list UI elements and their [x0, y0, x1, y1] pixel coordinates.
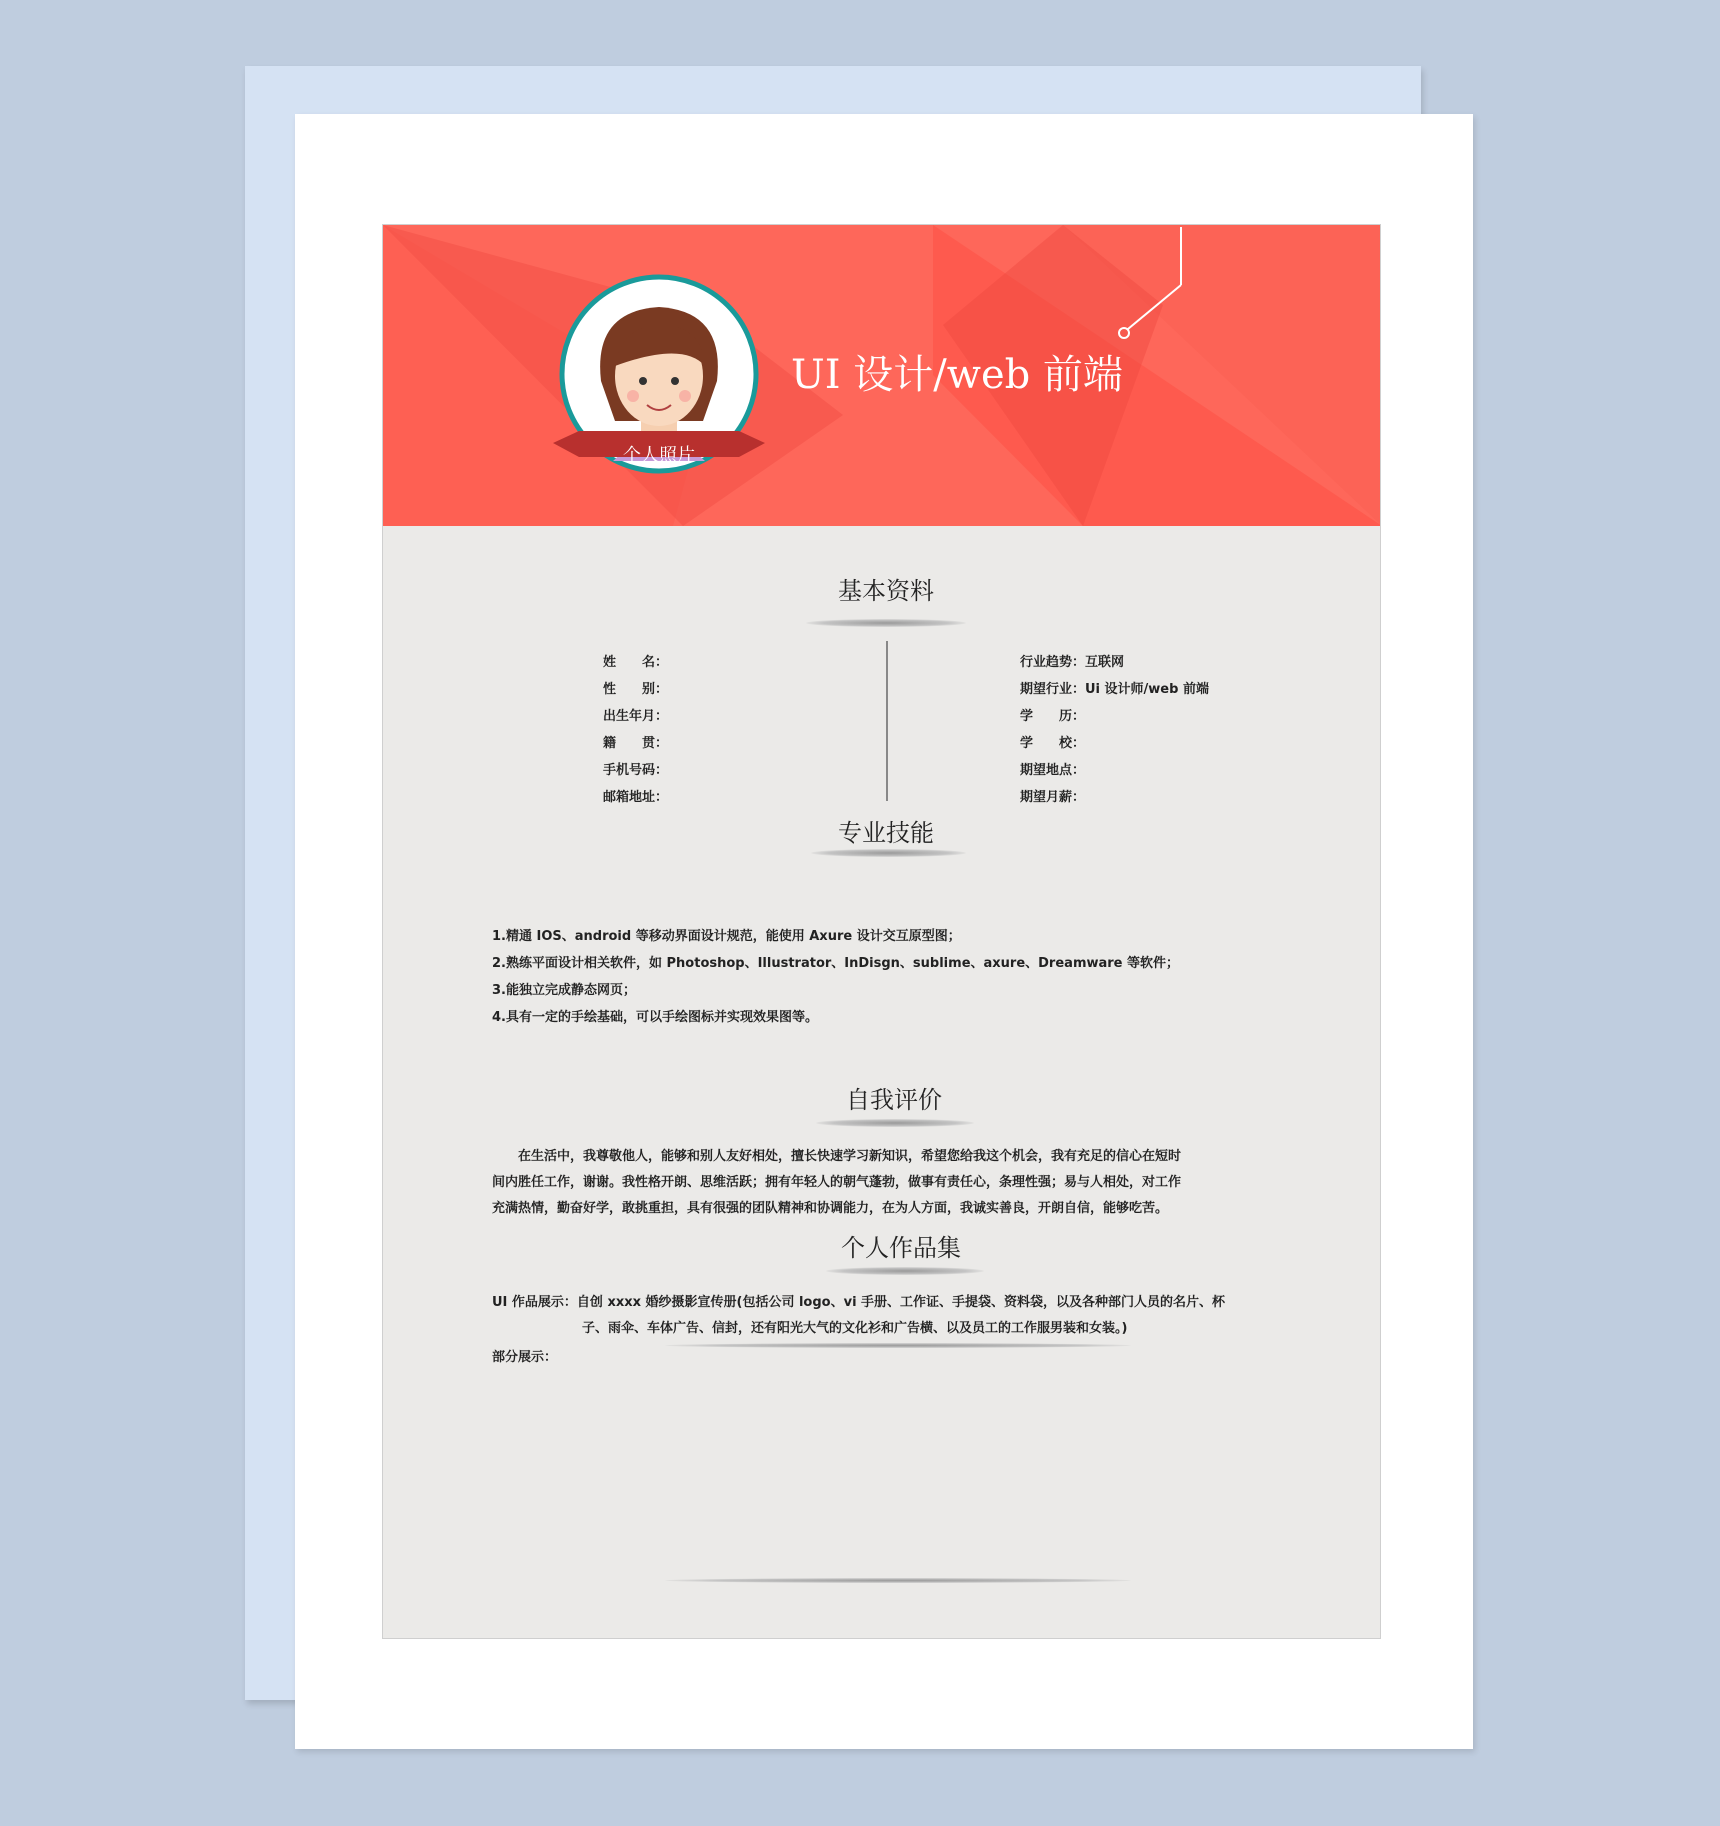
- field-gender: 性 别：: [603, 682, 669, 697]
- field-hometown: 籍 贯：: [603, 736, 669, 751]
- section-title-skills: 专业技能: [838, 819, 934, 847]
- field-education: 学 历：: [1020, 709, 1086, 724]
- works-line: 子、雨伞、车体广告、信封，还有阳光大气的文化衫和广告横、以及员工的工作服男装和女装。): [582, 1321, 1128, 1336]
- field-email: 邮箱地址：: [603, 790, 669, 805]
- section-title-works: 个人作品集: [841, 1234, 961, 1262]
- section-title-basic: 基本资料: [838, 577, 934, 605]
- skill-item: 1.精通 IOS、android 等移动界面设计规范，能使用 Axure 设计交互原型图；: [492, 929, 961, 944]
- divider: [806, 619, 966, 627]
- field-industry-trend: 行业趋势：互联网: [1020, 655, 1125, 670]
- vertical-divider: [886, 641, 888, 801]
- field-school: 学 校：: [1020, 736, 1086, 751]
- resume-header: [383, 225, 1381, 526]
- resume-title: UI 设计/web 前端: [791, 352, 1123, 398]
- divider: [665, 1343, 1131, 1348]
- self-eval-line: 在生活中，我尊敬他人，能够和别人友好相处，擅长快速学习新知识，希望您给我这个机会，我有充足的信心在短时: [492, 1149, 1182, 1164]
- works-line: UI 作品展示：自创 xxxx 婚纱摄影宣传册(包括公司 logo、vi 手册、工作证、手提袋、资料袋，以及各种部门人员的名片、杯: [492, 1295, 1226, 1310]
- divider: [826, 1267, 984, 1275]
- field-location: 期望地点：: [1020, 763, 1086, 778]
- photo-label: 个人照片: [623, 445, 695, 466]
- field-desired-industry: 期望行业：Ui 设计师/web 前端: [1020, 682, 1209, 697]
- field-salary: 期望月薪：: [1020, 790, 1086, 805]
- self-eval-line: 充满热情，勤奋好学，敢挑重担，具有很强的团队精神和协调能力，在为人方面，我诚实善良，开朗自信，能够吃苦。: [492, 1201, 1169, 1216]
- skill-item: 2.熟练平面设计相关软件，如 Photoshop、Illustrator、InDisgn、sublime、axure、Dreamware 等软件；: [492, 956, 1180, 971]
- field-name: 姓 名：: [603, 655, 669, 670]
- section-title-self: 自我评价: [846, 1086, 942, 1114]
- resume-document: [382, 224, 1381, 1639]
- skill-item: 4.具有一定的手绘基础，可以手绘图标并实现效果图等。: [492, 1010, 818, 1025]
- self-eval-line: 间内胜任工作，谢谢。我性格开朗、思维活跃；拥有年轻人的朝气蓬勃，做事有责任心，条理性强；易与人相处，对工作: [492, 1175, 1182, 1190]
- works-partial-label: 部分展示：: [492, 1350, 558, 1365]
- divider: [811, 849, 966, 857]
- divider: [665, 1578, 1131, 1583]
- divider: [816, 1119, 974, 1127]
- field-birth: 出生年月：: [603, 709, 669, 724]
- skill-item: 3.能独立完成静态网页；: [492, 983, 636, 998]
- field-phone: 手机号码：: [603, 763, 669, 778]
